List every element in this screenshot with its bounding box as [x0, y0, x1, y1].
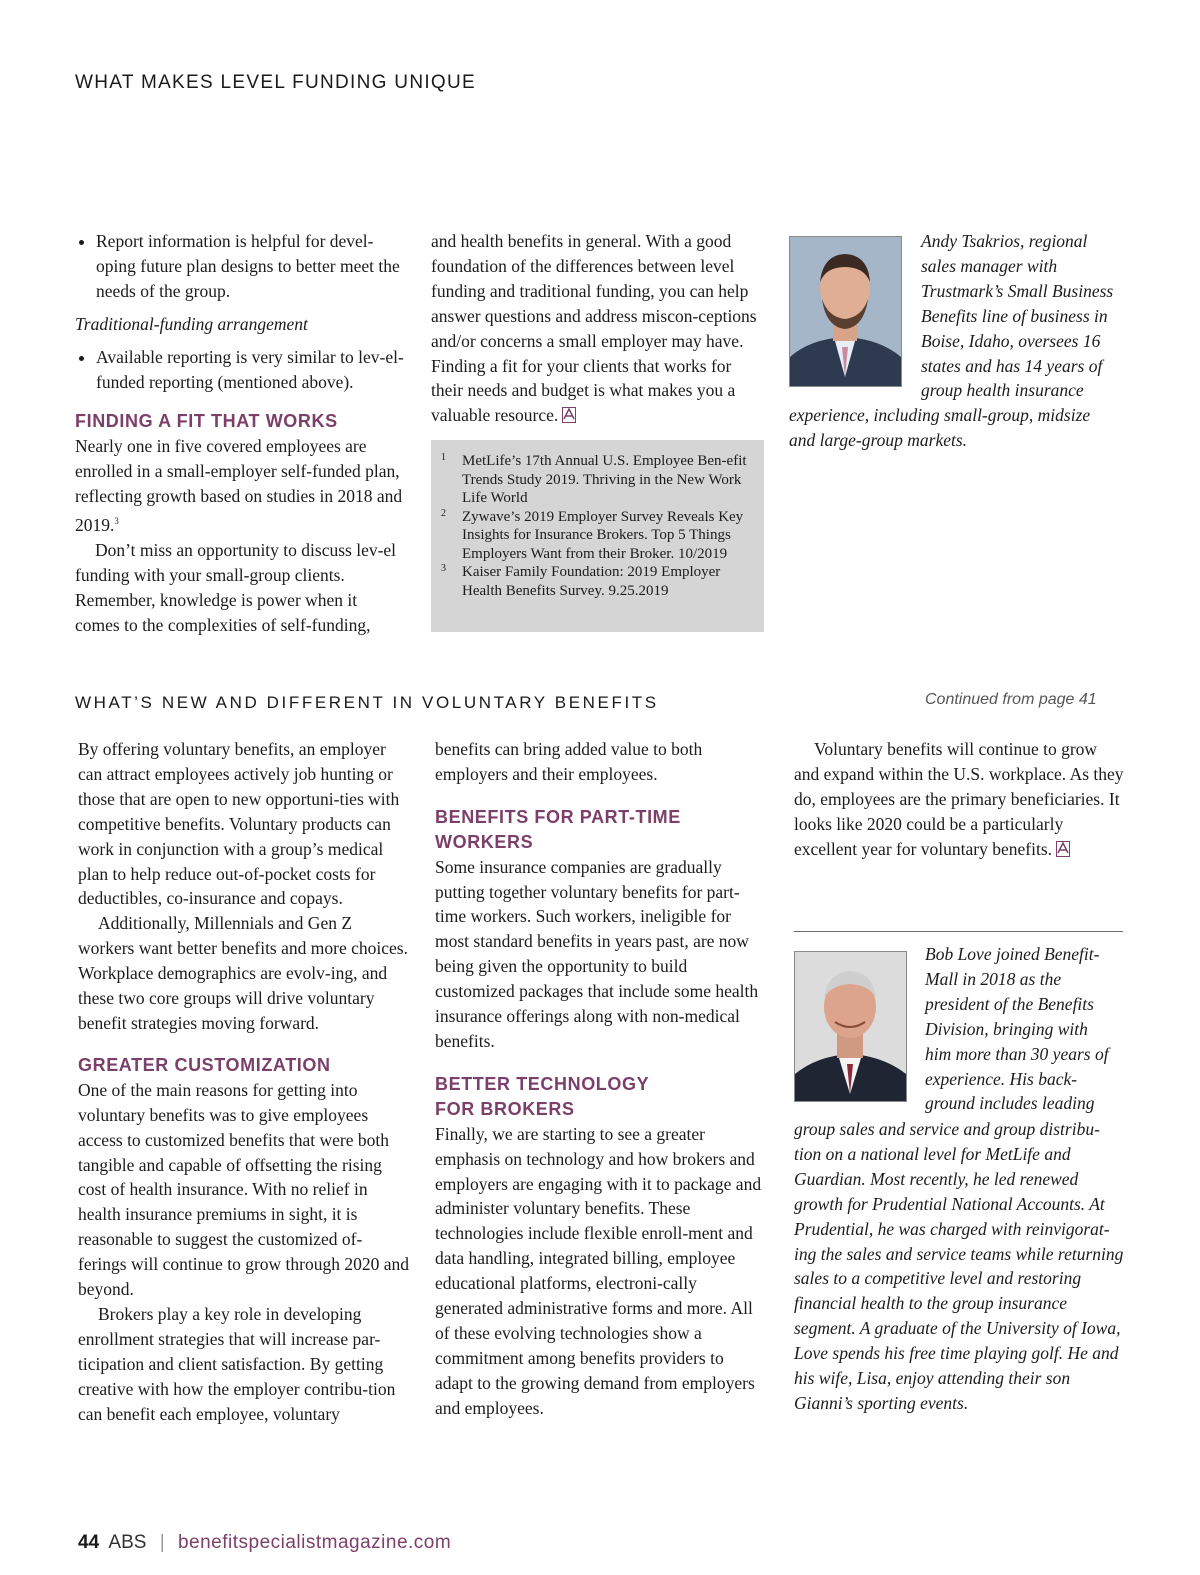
bio-line: sales manager with: [921, 255, 1058, 276]
subhead-better-technology: BETTER TECHNOLOGY FOR BROKERS: [435, 1073, 650, 1119]
footnotes-box: [431, 440, 764, 632]
paragraph: Additionally, Millennials and Gen Z workers want better benefits and more choices. Workplace demographics are evolv-ing, and these two core groups will drive voluntary benefit strategies moving forward.: [78, 913, 408, 1033]
bio-line: Benefits line of business in: [921, 305, 1108, 326]
author-photo-bob: [794, 951, 907, 1102]
bio-line: Boise, Idaho, oversees 16: [921, 330, 1101, 351]
page-footer: [78, 1532, 451, 1554]
bio-bob-lines: [925, 942, 1130, 1116]
bottom-column-1: [78, 737, 410, 1426]
paragraph: By offering voluntary benefits, an employer can attract employees actively job hunting or those that are open to new opportuni-ties with competitive benefits. Voluntary products can work in conjunction with a group’s medical plan to help reduce out-of-pocket costs for deductibles, co-insurance and copays.: [78, 739, 400, 909]
subhead-part-time-workers: BENEFITS FOR PART-TIME WORKERS: [435, 806, 681, 852]
subhead-greater-customization: GREATER CUSTOMIZATION: [78, 1054, 331, 1075]
bio-line: experience, including small-group, midsize: [789, 405, 1091, 425]
italic-label: Traditional-funding arrangement: [75, 313, 308, 334]
footnote-3: 3 Kaiser Family Foundation: 2019 Employer Health Benefits Survey. 9.25.2019: [441, 563, 721, 599]
paragraph: Some insurance companies are gradually putting together voluntary benefits for part-time workers. Such workers, ineligible for most standard benefits in years past, are now being given the opportunity to build customized packages that include some health insurance offerings along with non-medical benefits.: [435, 856, 759, 1051]
abs-logo-icon: [562, 407, 576, 423]
bullet-list: [75, 345, 406, 395]
list-item: • Report information is helpful for devel-oping future plan designs to better meet the needs of the group.: [96, 229, 406, 304]
bio-andy-lines: [921, 229, 1131, 403]
paragraph: Brokers play a key role in developing enrollment strategies that will increase par-ticipation and client satisfaction. By getting creative with how the employer contribu-tion can benefit each employee, voluntary: [78, 1303, 396, 1424]
bio-line: Bob Love joined Benefit-: [925, 944, 1100, 964]
author-photo-andy: [789, 236, 902, 387]
top-column-2: [431, 229, 763, 428]
paragraph: Finally, we are starting to see a greater emphasis on technology and how brokers and employers are engaging with it to package and administer voluntary benefits. These technologies include flexible enroll-ment and data handling, integrated billing, employee educational platforms, electroni-cally generated administrative forms and more. All of these evolving technologies show a commitment among benefits providers to adapt to the growing demand from employers and employees.: [435, 1123, 762, 1418]
section-heading-level-funding: WHAT MAKES LEVEL FUNDING UNIQUE: [75, 72, 477, 93]
website-link[interactable]: benefitspecialistmagazine.com: [177, 1532, 452, 1553]
paragraph: Don’t miss an opportunity to discuss lev-el funding with your small-group clients. Remember, knowledge is power when it comes to the complexities of self-funding,: [75, 539, 397, 635]
bio-line: experience. His back-: [925, 1068, 1078, 1089]
bio-line: group health insurance: [921, 380, 1084, 401]
footer-separator: |: [159, 1532, 165, 1553]
paragraph: and health benefits in general. With a good foundation of the differences between level funding and traditional funding, you can help answer questions and address miscon-ceptions and/or concerns a small employer may have. Finding a fit for your clients that works for their needs and budget is what makes you a valuable resource.: [431, 231, 757, 426]
bio-line: Trustmark’s Small Business: [921, 280, 1114, 301]
top-column-1: [75, 229, 406, 637]
bio-line: ground includes leading: [925, 1093, 1095, 1114]
bio-line: Andy Tsakrios, regional: [921, 231, 1088, 251]
paragraph: One of the main reasons for getting into voluntary benefits was to give employees access to customized benefits that were both tangible and capable of offsetting the rising cost of health insurance. With no relief in health insurance premiums in sight, it is reasonable to suggest the customized of-ferings will continue to grow through 2020 and beyond.: [78, 1079, 409, 1300]
paragraph: Voluntary benefits will continue to grow and expand within the U.S. workplace. As they do, employees are the primary beneficiaries. It looks like 2020 could be a particularly excellent year for voluntary benefits.: [794, 739, 1124, 859]
bio-andy-tail: [789, 403, 1129, 453]
bio-line: Division, bringing with: [925, 1018, 1088, 1039]
subhead-finding-a-fit: FINDING A FIT THAT WORKS: [75, 411, 338, 432]
bio-line: him more than 30 years of: [925, 1043, 1109, 1064]
footnote-1: 1 MetLife’s 17th Annual U.S. Employee Ben-efit Trends Study 2019. Thriving in the New Work Life World: [441, 452, 747, 506]
bottom-column-3: [794, 737, 1124, 862]
bio-line: Mall in 2018 as the: [925, 968, 1062, 989]
bio-line: states and has 14 years of: [921, 355, 1103, 376]
bio-line: president of the Benefits: [925, 993, 1094, 1014]
bullet-list: [75, 229, 406, 304]
paragraph: Nearly one in five covered employees are enrolled in a small-employer self-funded plan, reflecting growth based on studies in 2018 and 2019.$^3$: [75, 436, 403, 535]
bio-divider: [794, 931, 1123, 932]
list-item: • Available reporting is very similar to lev-el-funded reporting (mentioned above).: [96, 345, 406, 395]
bio-bob-tail: group sales and service and group distribu-tion on a national level for MetLife and Guardian. Most recently, he led renewed growth for Prudential National Accounts. At Prudential, he was charged with reinvigorat-ing the sales and service teams while returning sales to a competitive level and restoring financial health to the group insurance segment. A graduate of the University of Iowa, Love spends his free time playing golf. He and his wife, Lisa, enjoy attending their son Gianni’s sporting events.: [794, 1119, 1124, 1413]
abs-logo-icon: [1056, 841, 1070, 857]
section-heading-voluntary-benefits: WHAT’S NEW AND DIFFERENT IN VOLUNTARY BENEFITS: [75, 693, 659, 712]
bottom-column-2: [435, 737, 765, 1421]
page-number: 44: [78, 1532, 100, 1553]
continued-from-link[interactable]: Continued from page 41: [925, 691, 1097, 708]
paragraph: benefits can bring added value to both employers and their employees.: [435, 739, 703, 784]
footnote-2: 2 Zywave’s 2019 Employer Survey Reveals Key Insights for Insurance Brokers. Top 5 Things Employers Want from their Broker. 10/2019: [441, 507, 744, 562]
bio-line: and large-group markets.: [789, 429, 968, 450]
publication-label: ABS: [108, 1532, 147, 1553]
